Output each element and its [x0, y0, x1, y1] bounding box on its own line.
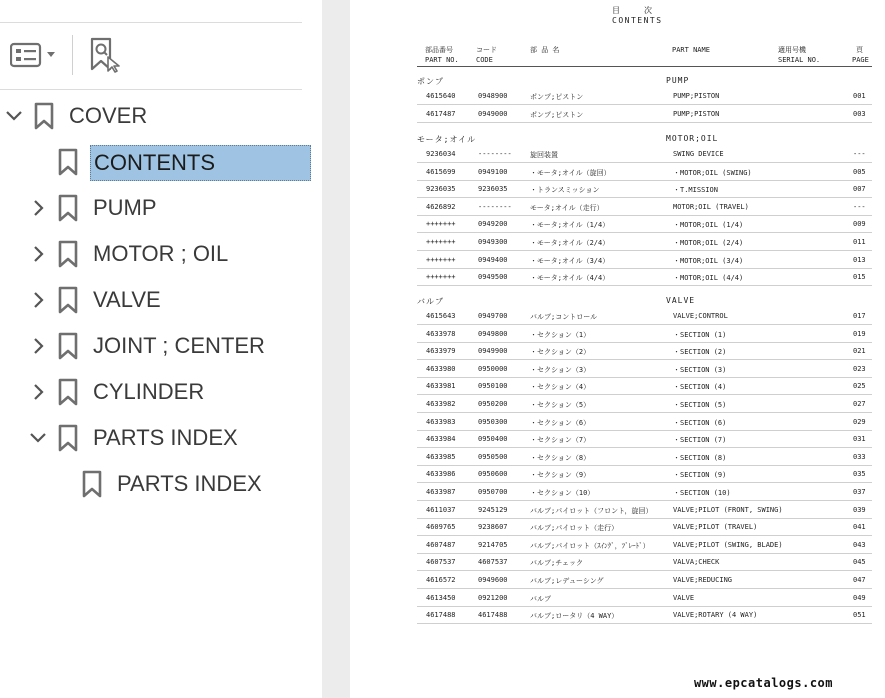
row-name-jp: ・セクション（1）: [530, 330, 591, 339]
bookmark-icon: [58, 194, 78, 222]
row-name-jp: バルブ;パイロット（ｽｲﾝｸﾞ，ﾌﾞﾚｰﾄﾞ）: [530, 541, 650, 550]
row-name-en: VALVE: [673, 593, 695, 602]
chevron-right-icon[interactable]: [28, 244, 48, 264]
row-part-no: 4633984: [426, 435, 456, 444]
row-rule: [417, 377, 872, 378]
row-part-no: 4616572: [426, 576, 456, 584]
row-rule: [417, 553, 872, 554]
bookmarks-toolbar: [0, 22, 302, 90]
header-serial-en: SERIAL NO.: [778, 56, 821, 64]
bookmark-icon: [58, 424, 78, 452]
row-name-jp: バルブ;チェック: [530, 559, 584, 568]
row-page: 009: [853, 220, 866, 229]
bookmark-icon: [58, 240, 78, 268]
row-rule: [417, 394, 872, 395]
row-name-jp: ・セクション（6）: [530, 418, 591, 427]
row-name-jp: ・モータ;オイル（3/4）: [530, 256, 610, 265]
row-name-jp: モータ;オイル（走行）: [530, 203, 604, 212]
row-name-jp: ・セクション（8）: [530, 453, 591, 462]
row-rule: [417, 324, 872, 325]
row-page: 043: [853, 540, 866, 549]
section-title-en: PUMP: [666, 76, 690, 85]
row-rule: [417, 232, 872, 233]
bookmark-label[interactable]: CYLINDER: [93, 379, 205, 404]
row-page: 007: [853, 185, 866, 194]
row-code: 0950000: [478, 364, 508, 373]
row-part-no: 4607487: [426, 540, 456, 549]
row-code: 0949700: [478, 312, 508, 320]
row-code: 0949900: [478, 347, 508, 356]
row-rule: [417, 500, 872, 501]
row-page: 031: [853, 435, 866, 444]
row-rule: [417, 197, 872, 198]
row-page: 001: [853, 92, 866, 100]
row-rule: [417, 180, 872, 181]
bookmark-icon: [82, 470, 102, 498]
bookmark-item[interactable]: [0, 234, 322, 274]
row-rule: [417, 162, 872, 163]
row-code: 0949800: [478, 329, 508, 338]
header-page-en: PAGE: [852, 56, 869, 64]
list-options-icon: [10, 40, 56, 70]
row-name-en: ・MOTOR;OIL (SWING): [673, 168, 752, 177]
row-name-en: ・SECTION (8): [673, 453, 727, 462]
row-part-no: 4633981: [426, 382, 456, 391]
row-page: 033: [853, 452, 866, 461]
row-name-jp: バルブ;コントロール: [530, 313, 598, 321]
chevron-right-icon[interactable]: [28, 290, 48, 310]
row-code: 9236035: [478, 185, 508, 194]
section-title-en: VALVE: [666, 296, 696, 305]
row-code: 9238607: [478, 523, 508, 532]
row-page: 051: [853, 611, 866, 620]
header-rule: [417, 66, 872, 67]
row-rule: [417, 623, 872, 624]
row-name-en: VALVE;PILOT (FRONT, SWING): [673, 505, 783, 514]
row-name-jp: ・セクション（4）: [530, 383, 591, 392]
row-name-jp: ・セクション（7）: [530, 436, 591, 445]
row-code: 0949200: [478, 220, 508, 229]
bookmark-icon: [58, 332, 78, 360]
row-part-no: 4633986: [426, 470, 456, 479]
row-rule: [417, 606, 872, 607]
row-rule: [417, 447, 872, 448]
row-part-no: 4633985: [426, 452, 456, 461]
row-part-no: 4611037: [426, 505, 456, 514]
row-page: 027: [853, 400, 866, 408]
toolbar-separator: [72, 35, 73, 75]
row-name-jp: ・セクション（3）: [530, 365, 591, 374]
row-name-jp: バルブ: [530, 594, 551, 603]
row-rule: [417, 570, 872, 571]
bookmark-label[interactable]: MOTOR ; OIL: [93, 241, 229, 266]
row-name-jp: バルブ;パイロット（フロント，旋回）: [530, 506, 653, 515]
row-name-jp: ポンプ;ピストン: [530, 110, 584, 119]
header-part-no-jp: 部品番号: [425, 46, 453, 54]
row-code: 0950500: [478, 452, 508, 461]
row-page: 015: [853, 273, 866, 282]
options-menu-button[interactable]: [10, 37, 56, 73]
chevron-down-icon[interactable]: [28, 428, 48, 448]
row-name-jp: バルブ;レデューシング: [530, 577, 604, 585]
row-code: 0950700: [478, 488, 508, 496]
row-part-no: 4615640: [426, 92, 456, 100]
row-page: 039: [853, 505, 866, 514]
row-name-jp: ・モータ;オイル（4/4）: [530, 274, 610, 283]
row-page: 029: [853, 417, 866, 426]
row-code: 0949300: [478, 238, 508, 246]
bookmark-icon: [34, 102, 54, 130]
row-part-no: 4617487: [426, 109, 456, 118]
row-rule: [417, 122, 872, 123]
row-part-no: 4633982: [426, 400, 456, 408]
header-code-jp: コード: [476, 46, 497, 54]
row-name-en: VALVE;PILOT (SWING, BLADE): [673, 540, 783, 549]
row-name-jp: ・セクション（2）: [530, 348, 591, 357]
row-page: 041: [853, 523, 866, 532]
bookmark-label[interactable]: PUMP: [93, 195, 157, 220]
row-name-en: VALVE;PILOT (TRAVEL): [673, 523, 758, 532]
bookmark-item[interactable]: [0, 418, 322, 458]
bookmark-item[interactable]: [0, 326, 322, 366]
bookmark-label[interactable]: COVER: [69, 103, 148, 128]
header-name-en: PART NAME: [672, 46, 710, 54]
bookmark-icon: [58, 378, 78, 406]
row-page: 003: [853, 109, 866, 118]
row-code: --------: [478, 150, 512, 158]
caret-down-icon: [47, 52, 55, 57]
row-name-jp: バルブ;ロータリ（4 WAY）: [530, 612, 619, 621]
bookmark-item[interactable]: [0, 96, 322, 136]
row-code: --------: [478, 202, 512, 211]
row-name-en: PUMP;PISTON: [673, 92, 720, 100]
row-page: 023: [853, 364, 866, 373]
row-page: 049: [853, 593, 866, 602]
row-name-en: ・SECTION (10): [673, 489, 731, 497]
row-code: 0948900: [478, 92, 508, 100]
row-code: 9245129: [478, 505, 508, 514]
bookmark-item[interactable]: [0, 142, 322, 182]
row-code: 0921200: [478, 593, 508, 602]
row-name-jp: バルブ;パイロット（走行）: [530, 524, 619, 533]
row-rule: [417, 285, 872, 286]
row-name-en: ・SECTION (4): [673, 383, 727, 392]
section-title-jp: バルブ: [417, 297, 444, 306]
row-name-en: ・MOTOR;OIL (4/4): [673, 274, 744, 283]
header-part-no-en: PART NO.: [425, 56, 459, 64]
doc-title-jp: 目 次: [612, 6, 652, 15]
row-code: 0950200: [478, 400, 508, 408]
row-name-jp: ポンプ;ピストン: [530, 93, 584, 101]
row-page: 047: [853, 576, 866, 584]
row-part-no: 4633978: [426, 329, 456, 338]
row-name-jp: ・セクション（10）: [530, 489, 595, 497]
row-code: 4617488: [478, 611, 508, 620]
bookmarks-panel: [0, 0, 323, 698]
chevron-right-icon[interactable]: [28, 198, 48, 218]
row-name-jp: ・モータ;オイル（旋回）: [530, 168, 611, 177]
row-part-no: 4615699: [426, 167, 456, 176]
bookmark-label[interactable]: CONTENTS: [90, 145, 311, 181]
chevron-right-icon[interactable]: [28, 382, 48, 402]
row-rule: [417, 518, 872, 519]
row-name-en: ・SECTION (3): [673, 365, 727, 374]
row-name-en: VALVE;CONTROL: [673, 312, 728, 320]
row-name-en: VALVE;ROTARY (4 WAY): [673, 611, 758, 620]
row-code: 9214705: [478, 540, 508, 549]
row-part-no: 4626892: [426, 202, 456, 211]
row-name-en: PUMP;PISTON: [673, 109, 720, 118]
row-page: 019: [853, 329, 866, 338]
row-name-en: ・SECTION (2): [673, 348, 727, 357]
chevron-down-icon[interactable]: [4, 106, 24, 126]
bookmark-item[interactable]: [0, 280, 322, 320]
row-page: 011: [853, 238, 866, 246]
row-part-no: 9236035: [426, 185, 456, 194]
row-part-no: 4633980: [426, 364, 456, 373]
row-rule: [417, 215, 872, 216]
doc-title-en: CONTENTS: [612, 16, 663, 25]
row-name-jp: ・セクション（5）: [530, 401, 591, 409]
section-title-jp: ポンプ: [417, 77, 444, 86]
row-page: 013: [853, 255, 866, 264]
row-code: 0949600: [478, 576, 508, 584]
row-name-jp: ・セクション（9）: [530, 471, 591, 480]
row-code: 0950400: [478, 435, 508, 444]
row-name-jp: ・モータ;オイル（1/4）: [530, 221, 610, 230]
row-part-no: +++++++: [426, 255, 456, 264]
row-name-en: VALVE;REDUCING: [673, 576, 733, 584]
header-code-en: CODE: [476, 56, 493, 64]
find-bookmark-button[interactable]: [88, 37, 122, 73]
row-name-en: ・MOTOR;OIL (2/4): [673, 239, 744, 247]
row-code: 0949500: [478, 273, 508, 282]
row-part-no: +++++++: [426, 273, 456, 282]
header-page-jp: 頁: [856, 46, 863, 54]
row-name-en: ・MOTOR;OIL (1/4): [673, 221, 744, 230]
row-part-no: 4613450: [426, 593, 456, 602]
row-code: 0949100: [478, 167, 508, 176]
row-rule: [417, 250, 872, 251]
row-name-en: SWING DEVICE: [673, 150, 724, 158]
section-title-en: MOTOR;OIL: [666, 134, 719, 143]
bookmark-icon: [58, 148, 78, 176]
row-name-jp: ・モータ;オイル（2/4）: [530, 239, 610, 247]
row-rule: [417, 588, 872, 589]
row-code: 0949400: [478, 255, 508, 264]
document-page: [350, 0, 885, 698]
row-rule: [417, 342, 872, 343]
row-page: ---: [853, 150, 866, 158]
row-part-no: 4633983: [426, 417, 456, 426]
row-page: 021: [853, 347, 866, 356]
row-page: ---: [853, 202, 866, 211]
row-page: 025: [853, 382, 866, 391]
bookmark-item[interactable]: [0, 372, 322, 412]
row-part-no: 4617488: [426, 611, 456, 620]
row-part-no: 4609765: [426, 523, 456, 532]
row-name-en: ・SECTION (9): [673, 471, 727, 480]
watermark: www.epcatalogs.com: [693, 676, 833, 690]
row-rule: [417, 412, 872, 413]
row-name-en: ・SECTION (1): [673, 330, 727, 339]
chevron-right-icon[interactable]: [28, 336, 48, 356]
row-rule: [417, 482, 872, 483]
row-rule: [417, 359, 872, 360]
row-page: 045: [853, 558, 866, 567]
row-page: 035: [853, 470, 866, 479]
header-serial-jp: 適用号機: [778, 46, 806, 54]
row-rule: [417, 268, 872, 269]
bookmark-icon: [58, 286, 78, 314]
bookmark-item[interactable]: [0, 188, 322, 228]
row-page: 037: [853, 488, 866, 496]
row-name-en: VALVA;CHECK: [673, 558, 720, 567]
row-code: 0949000: [478, 109, 508, 118]
row-rule: [417, 104, 872, 105]
header-name-jp: 部 品 名: [530, 46, 560, 54]
panel-splitter[interactable]: [322, 0, 350, 698]
row-page: 005: [853, 167, 866, 176]
row-part-no: 4615643: [426, 312, 456, 320]
row-page: 017: [853, 312, 866, 320]
bookmark-label[interactable]: PARTS INDEX: [93, 425, 238, 450]
bookmark-label[interactable]: VALVE: [93, 287, 161, 312]
row-part-no: 4633979: [426, 347, 456, 356]
bookmark-label[interactable]: PARTS INDEX: [117, 471, 262, 496]
row-name-en: ・SECTION (7): [673, 436, 727, 445]
row-part-no: 4607537: [426, 558, 456, 567]
row-code: 0950600: [478, 470, 508, 479]
row-name-jp: ・トランスミッション: [530, 186, 600, 195]
row-name-en: MOTOR;OIL (TRAVEL): [673, 202, 749, 211]
bookmark-label[interactable]: JOINT ; CENTER: [93, 333, 265, 358]
row-code: 4607537: [478, 558, 508, 567]
row-part-no: +++++++: [426, 238, 456, 246]
row-part-no: 4633987: [426, 488, 456, 496]
row-rule: [417, 535, 872, 536]
row-part-no: +++++++: [426, 220, 456, 229]
row-name-en: ・T.MISSION: [673, 186, 718, 195]
row-name-en: ・SECTION (6): [673, 418, 727, 427]
bookmark-search-icon: [88, 37, 122, 73]
section-title-jp: モータ;オイル: [417, 135, 477, 144]
row-code: 0950300: [478, 417, 508, 426]
row-part-no: 9236034: [426, 150, 456, 158]
row-code: 0950100: [478, 382, 508, 391]
row-name-jp: 旋回装置: [530, 151, 558, 159]
row-name-en: ・MOTOR;OIL (3/4): [673, 256, 744, 265]
row-rule: [417, 430, 872, 431]
row-name-en: ・SECTION (5): [673, 401, 727, 409]
bookmark-item[interactable]: [0, 464, 322, 504]
row-rule: [417, 465, 872, 466]
